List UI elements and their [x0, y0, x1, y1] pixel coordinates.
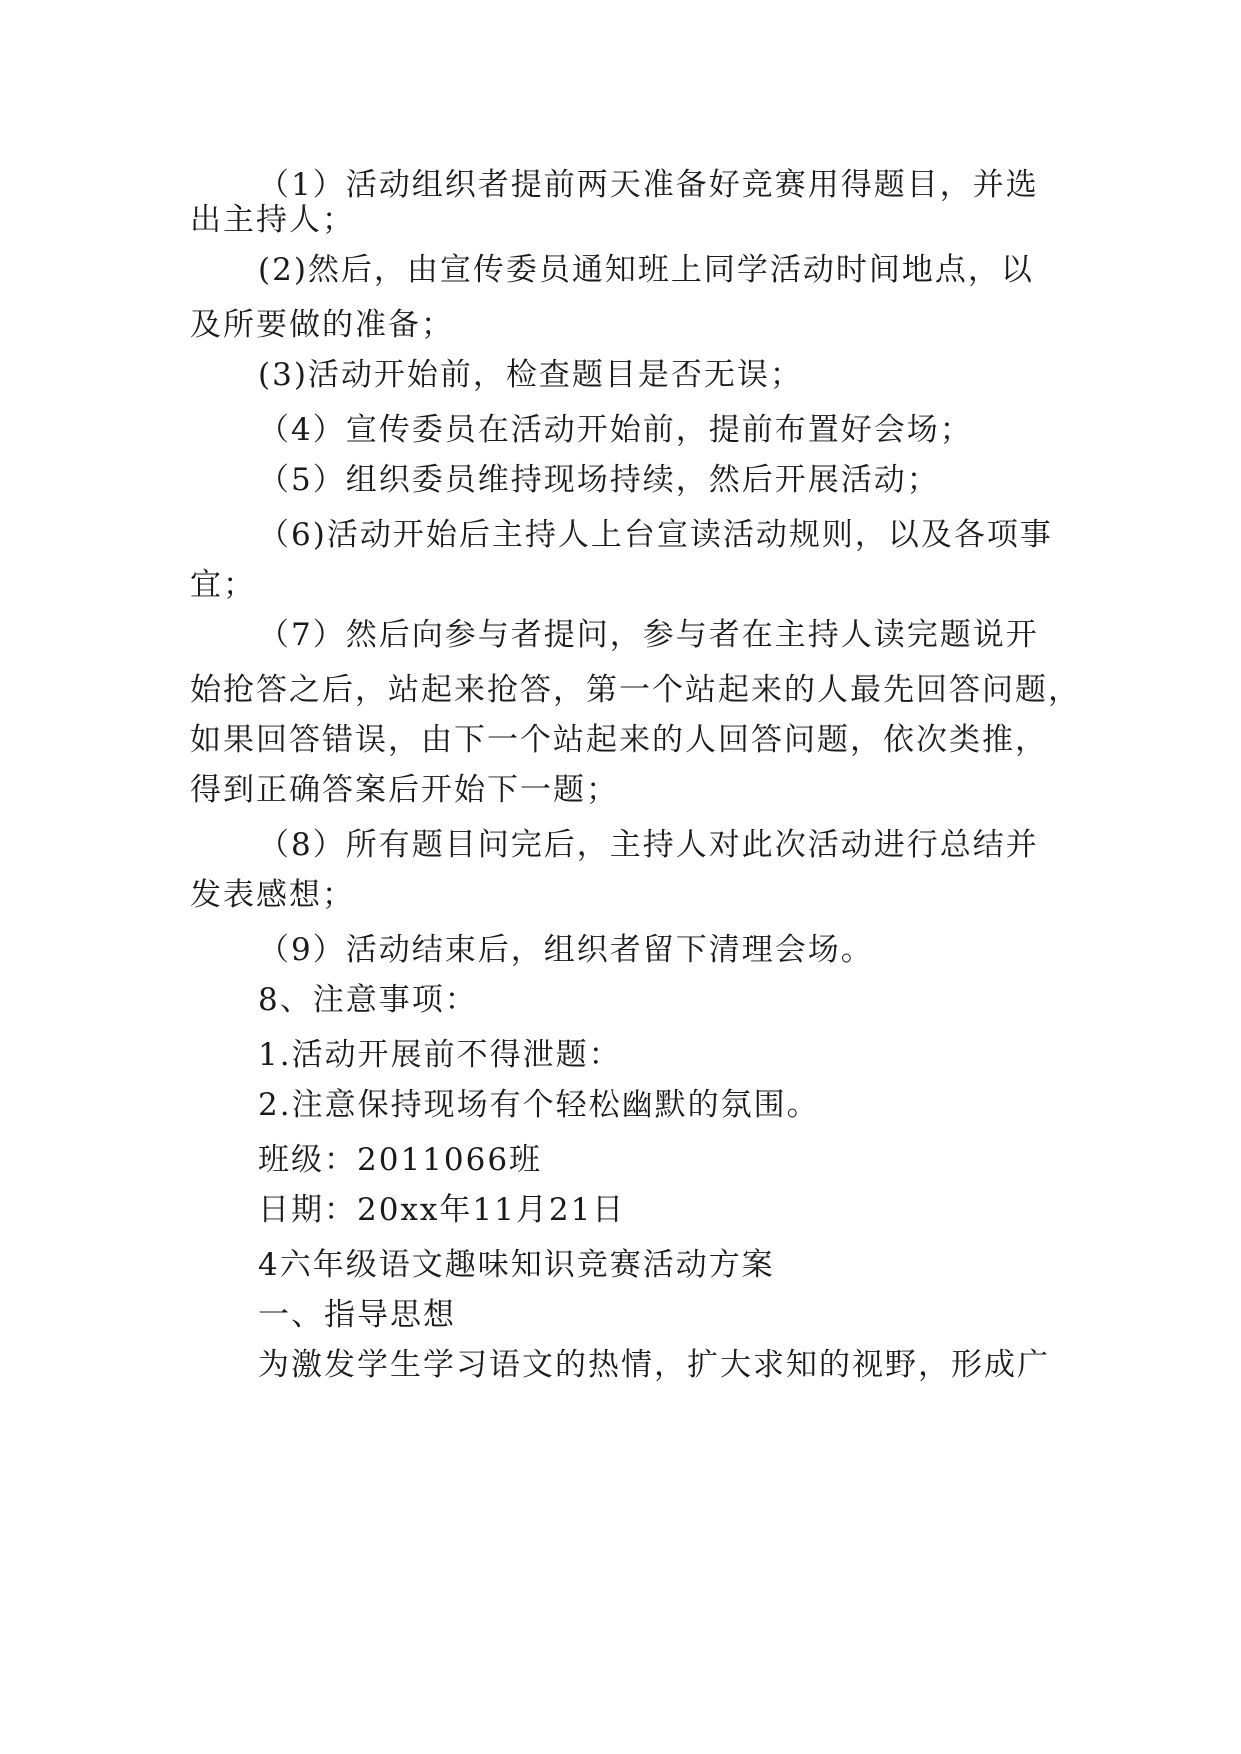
- section-heading: 一、指导思想: [258, 1297, 456, 1333]
- paragraph-line: 始抢答之后，站起来抢答，第一个站起来的人最先回答问题，: [190, 672, 1081, 708]
- paragraph-line: （9）活动结束后，组织者留下清理会场。: [258, 932, 874, 968]
- paragraph-line: （7）然后向参与者提问，参与者在主持人读完题说开: [258, 617, 1039, 653]
- paragraph-line: （6)活动开始后主持人上台宣读活动规则，以及各项事: [258, 517, 1053, 553]
- paragraph-line: （1）活动组织者提前两天准备好竞赛用得题目，并选: [258, 167, 1039, 203]
- paragraph-line: （5）组织委员维持现场持续，然后开展活动；: [258, 462, 940, 498]
- document-title: 4六年级语文趣味知识竞赛活动方案: [258, 1247, 775, 1283]
- class-info: 班级：2011066班: [258, 1142, 543, 1178]
- paragraph-line: (2)然后，由宣传委员通知班上同学活动时间地点，以: [258, 252, 1034, 288]
- paragraph-line: 得到正确答案后开始下一题；: [190, 772, 619, 808]
- paragraph-line: 及所要做的准备；: [190, 307, 454, 343]
- paragraph-line: 为激发学生学习语文的热情，扩大求知的视野，形成广: [258, 1347, 1050, 1383]
- paragraph-line: 出主持人；: [190, 202, 355, 238]
- date-info: 日期：20xx年11月21日: [258, 1192, 626, 1228]
- paragraph-line: 发表感想；: [190, 877, 355, 913]
- paragraph-line: 2.注意保持现场有个轻松幽默的氛围。: [258, 1087, 820, 1123]
- paragraph-line: 如果回答错误，由下一个站起来的人回答问题，依次类推，: [190, 722, 1048, 758]
- paragraph-line: （4）宣传委员在活动开始前，提前布置好会场；: [258, 412, 973, 448]
- paragraph-line: 1.活动开展前不得泄题：: [258, 1037, 622, 1073]
- section-heading: 8、注意事项：: [258, 982, 478, 1018]
- paragraph-line: 宜；: [190, 567, 256, 603]
- paragraph-line: (3)活动开始前，检查题目是否无误；: [258, 357, 803, 393]
- paragraph-line: （8）所有题目问完后，主持人对此次活动进行总结并: [258, 827, 1039, 863]
